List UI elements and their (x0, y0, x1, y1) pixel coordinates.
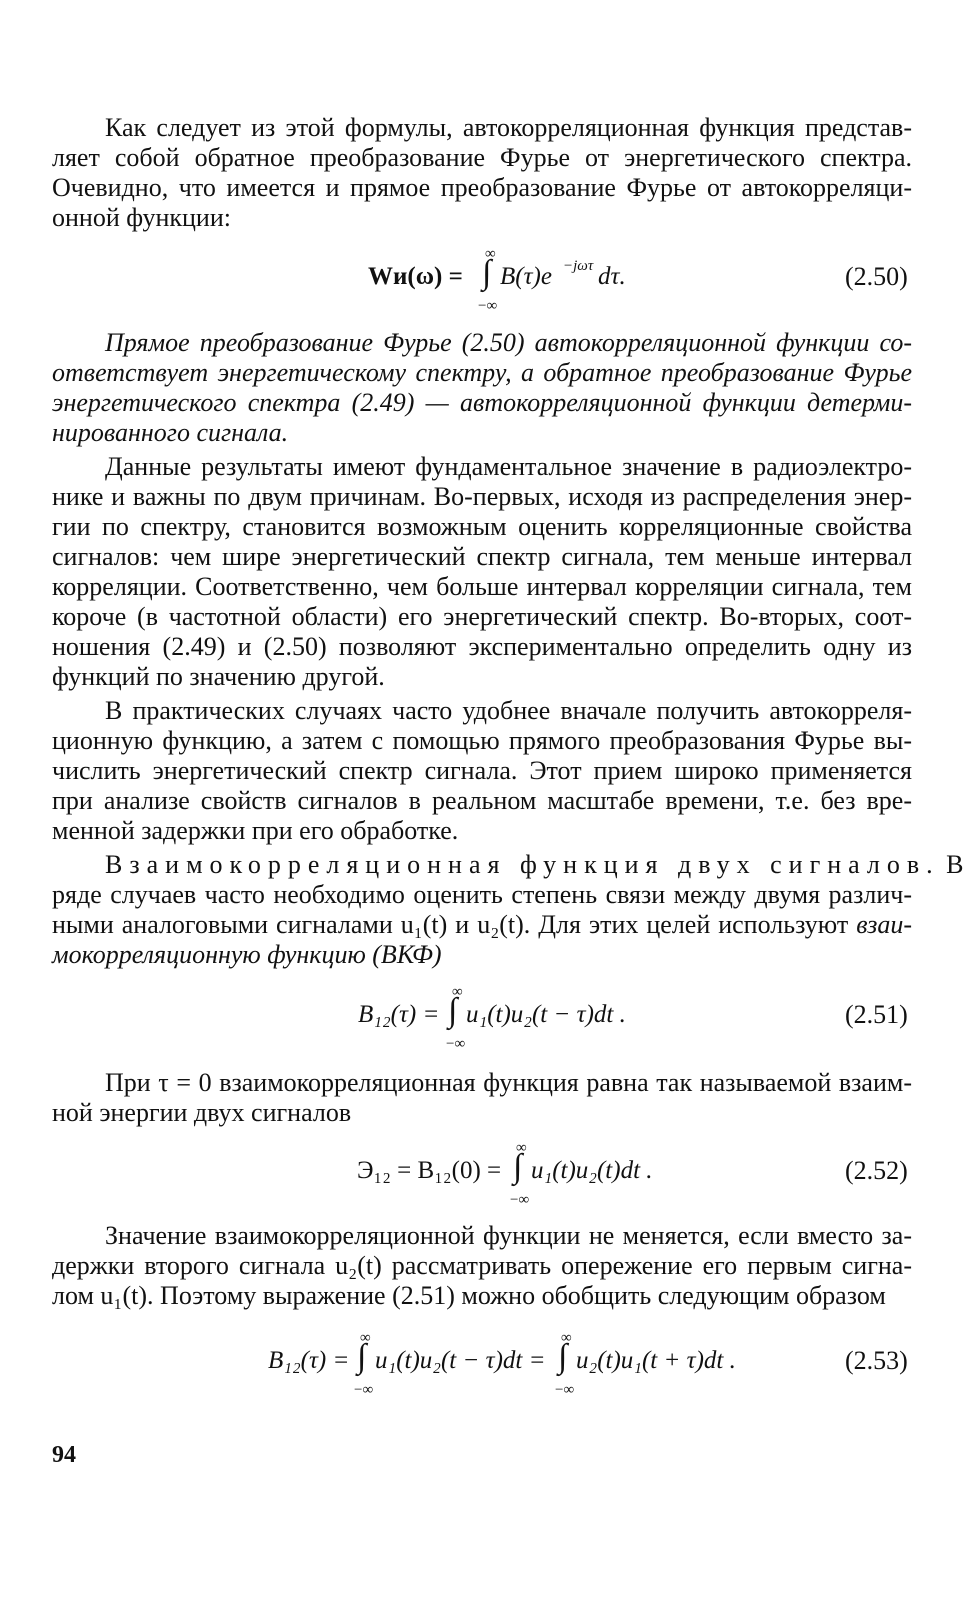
page-number: 94 (52, 1442, 76, 1468)
equation-number: (2.50) (845, 262, 908, 291)
text-line: При τ = 0 взаимокорреляционная функция равна так называемой взаим- (105, 1068, 912, 1097)
integral-sign: ∫ (357, 1338, 367, 1375)
integral-upper-limit: ∞ (452, 984, 463, 1000)
integral-upper-limit: ∞ (561, 1330, 572, 1346)
integral-lower-limit: −∞ (446, 1036, 466, 1052)
text-line: лом u₁(t). Поэтому выражение (2.51) можно обобщить следующим образом (52, 1281, 886, 1310)
equation-lhs: B₁₂(τ) = (358, 1001, 440, 1028)
text-line (105, 850, 964, 880)
text-line: В практических случаях часто удобнее вначале получить автокорреля- (105, 696, 912, 725)
text-line: ционную функцию, а затем с помощью прямого преобразования Фурье вы- (52, 726, 912, 755)
equation-lhs: Wи(ω) = (368, 263, 463, 290)
section-heading: Взаимокорреляционная функция двух сигналов. (105, 850, 940, 879)
text-segment-italic: взаи- (848, 910, 912, 939)
equation-middle: u₁(t)u₂(t − τ)dt = (375, 1347, 546, 1374)
heading-tail: В (939, 850, 964, 879)
text-line: Значение взаимокорреляционной функции не меняется, если вместо за- (105, 1221, 912, 1250)
text-line: держки второго сигнала u₂(t) рассматривать опережение его первым сигна- (52, 1251, 912, 1280)
integral-sign: ∫ (448, 992, 458, 1029)
text-line: короче (в частотной области) его энергетический спектр. Во-вторых, соот- (52, 602, 912, 631)
text-line: Очевидно, что имеется и прямое преобразование Фурье от автокорреляци- (52, 173, 912, 202)
text-line: менной задержки при его обработке. (52, 816, 459, 845)
text-line: сигналов: чем шире энергетический спектр сигнала, тем меньше интервал (52, 542, 912, 571)
text-line: Данные результаты имеют фундаментальное значение в радиоэлектро- (105, 452, 912, 481)
integral-upper-limit: ∞ (360, 1330, 371, 1346)
equation-integrand: B(τ)e (500, 263, 552, 290)
text-line: нике и важны по двум причинам. Во-первых, исходя из распределения энер- (52, 482, 912, 511)
equation-number: (2.51) (845, 1000, 908, 1029)
text-line: нированного сигнала. (52, 418, 289, 447)
integral-lower-limit: −∞ (354, 1382, 374, 1398)
equation-rhs: u₂(t)u₁(t + τ)dt . (576, 1347, 736, 1374)
text-line: энергетического спектра (2.49) — автокорреляционной функции детерми- (52, 388, 912, 417)
text-line: при анализе свойств сигналов в реальном масштабе времени, т.е. без вре- (52, 786, 912, 815)
integral-sign: ∫ (482, 254, 492, 291)
text-line: Как следует из этой формулы, автокорреляционная функция представ- (105, 113, 912, 142)
integral-sign: ∫ (513, 1148, 523, 1185)
equation-lhs: B₁₂(τ) = (268, 1347, 350, 1374)
text-line: корреляции. Соответственно, чем больше интервал корреляции сигнала, тем (52, 572, 912, 601)
text-line: ляет собой обратное преобразование Фурье от энергетического спектра. (52, 143, 912, 172)
text-segment: ными аналоговыми сигналами u₁(t) и u₂(t). Для этих целей используют (52, 910, 849, 939)
text-line: ряде случаев часто необходимо оценить степень связи между двумя различ- (52, 880, 912, 909)
equation-number: (2.53) (845, 1346, 908, 1375)
integral-sign: ∫ (558, 1338, 568, 1375)
text-line: Прямое преобразование Фурье (2.50) автокорреляционной функции со- (105, 328, 912, 357)
equation-rhs: u₁(t)u₂(t)dt . (531, 1157, 653, 1184)
integral-upper-limit: ∞ (485, 246, 496, 262)
text-line: ношения (2.49) и (2.50) позволяют экспериментально определить одну из (52, 632, 912, 661)
text-line: числить энергетический спектр сигнала. Этот прием широко применяется (52, 756, 912, 785)
text-line: функций по значению другой. (52, 662, 385, 691)
text-line: ответствует энергетическому спектру, а обратное преобразование Фурье (52, 358, 912, 387)
integral-lower-limit: −∞ (478, 298, 498, 314)
equation-exponent: −jωτ (563, 258, 594, 274)
text-line: мокорреляционную функцию (ВКФ) (52, 940, 442, 969)
equation-lhs: Э₁₂ = B₁₂(0) = (357, 1157, 502, 1184)
integral-upper-limit: ∞ (516, 1140, 527, 1156)
text-line: онной функции: (52, 203, 231, 232)
text-line: ной энергии двух сигналов (52, 1098, 352, 1127)
equation-number: (2.52) (845, 1156, 908, 1185)
integral-lower-limit: −∞ (555, 1382, 575, 1398)
equation-tail: dτ. (598, 263, 626, 290)
text-line (52, 910, 912, 940)
text-line: гии по спектру, становится возможным оценить корреляционные свойства (52, 512, 912, 541)
integral-lower-limit: −∞ (510, 1192, 530, 1208)
equation-rhs: u₁(t)u₂(t − τ)dt . (466, 1001, 626, 1028)
